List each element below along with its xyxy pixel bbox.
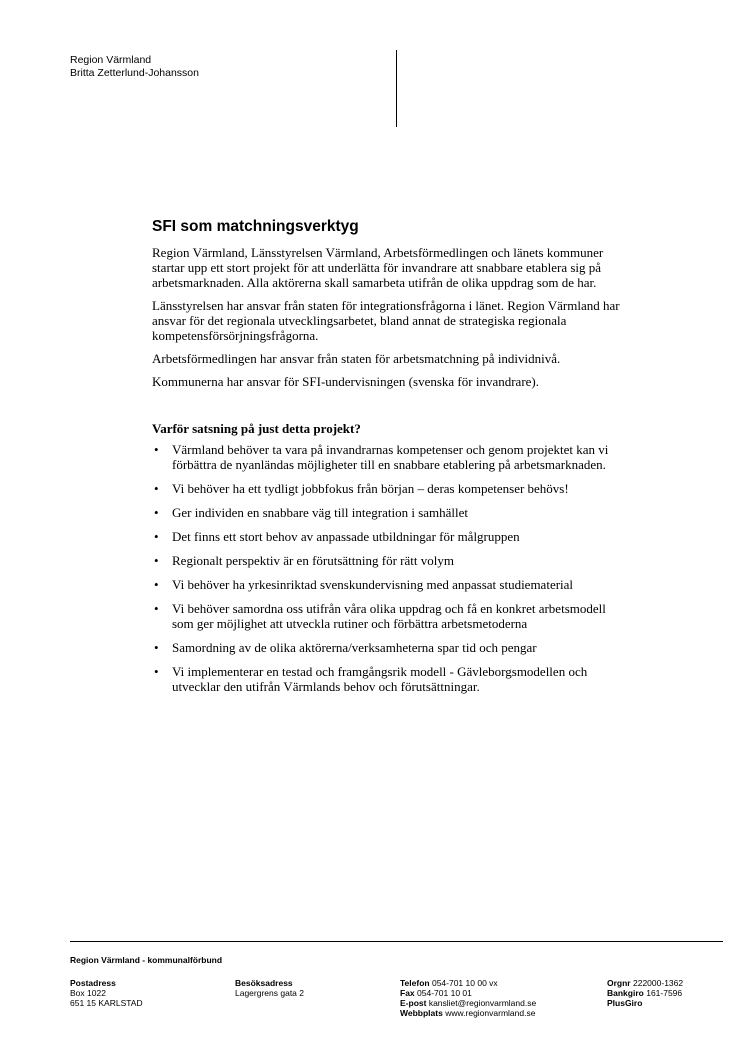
bullet-icon: • [154,481,159,496]
footer [70,955,723,1018]
postal-address: Postadress Box 1022 651 15 KARLSTAD [70,978,143,1008]
bullet-icon: • [154,529,159,544]
header-person: Britta Zetterlund-Johansson [70,67,199,79]
reasons-list [152,442,622,694]
bullet-icon: • [154,442,159,457]
bullet-icon: • [154,664,159,679]
bullet-icon: • [154,505,159,520]
list-item: • Vi behöver ha yrkesinriktad svenskundervisning med anpassat studiematerial [154,577,574,592]
list-item: • Ger individen en snabbare väg till integration i samhället [154,505,469,520]
letterhead [70,54,199,80]
list-item: • Det finns ett stort behov av anpassade utbildningar för målgruppen [154,529,520,544]
visiting-address: Besöksadress Lagergrens gata 2 [235,978,304,998]
section-heading: Varför satsning på just detta projekt? [152,421,361,436]
list-item: • Vi behöver samordna oss utifrån våra olika uppdrag och få en konkret arbetsmodell som ger möjlighet att utveckla rutiner och förbättra arbetsmetoderna [154,601,606,631]
bullet-icon: • [154,577,159,592]
header-divider [396,50,397,127]
list-item: • Vi implementerar en testad och framgångsrik modell - Gävleborgsmodellen och utvecklar den utifrån Värmlands behov och förutsättningar. [154,664,588,694]
bullet-icon: • [154,601,159,616]
paragraph: Arbetsförmedlingen har ansvar från staten för arbetsmatchning på individnivå. [152,351,561,366]
list-item: • Värmland behöver ta vara på invandrarnas kompetenser och genom projektet kan vi förbättra de nyanländas möjligheter till en snabbare etablering på arbetsmarknaden. [154,442,609,472]
footer-divider [70,941,723,942]
phone-number: 054-701 10 00 vx [431,978,498,988]
list-item: • Vi behöver ha ett tydligt jobbfokus från början – deras kompetenser behövs! [154,481,569,496]
list-item: • Regionalt perspektiv är en förutsättning för rätt volym [154,553,454,568]
document-body [152,218,622,703]
paragraph: Kommunerna har ansvar för SFI-undervisningen (svenska för invandrare). [152,374,539,389]
paragraph: Region Värmland, Länsstyrelsen Värmland, Arbetsförmedlingen och länets kommuner startar upp ett stort projekt för att underlätta för invandrare att snabbare etablera sig på arbetsmarknaden. Alla aktörerna skall samarbeta utifrån de olika uppdrag som de har. [152,245,604,290]
paragraph: Länsstyrelsen har ansvar från staten för integrationsfrågorna i länet. Region Värmland har ansvar för det regionala utvecklingsarbetet, bland annat de strategiska regionala kompetensförsörjningsfrågorna. [152,298,620,343]
company-ids: Orgnr 222000-1362 Bankgiro 161-7596 PlusGiro [607,978,684,1008]
header-organisation: Region Värmland [70,54,152,66]
email-link[interactable]: kansliet@regionvarmland.se [428,998,537,1008]
footer-organisation: Region Värmland - kommunalförbund [70,955,223,965]
website-link[interactable]: www.regionvarmland.se [445,1008,536,1018]
document-title: SFI som matchningsverktyg [152,218,359,235]
fax-number: 054-701 10 01 [417,988,472,998]
list-item: • Samordning av de olika aktörerna/verksamheterna spar tid och pengar [154,640,537,655]
bullet-icon: • [154,640,159,655]
bullet-icon: • [154,553,159,568]
contact-info: Telefon 054-701 10 00 vx Fax 054-701 10 01 E-post kansliet@regionvarmland.se Webbplats www.regionvarmland.se [400,978,537,1018]
